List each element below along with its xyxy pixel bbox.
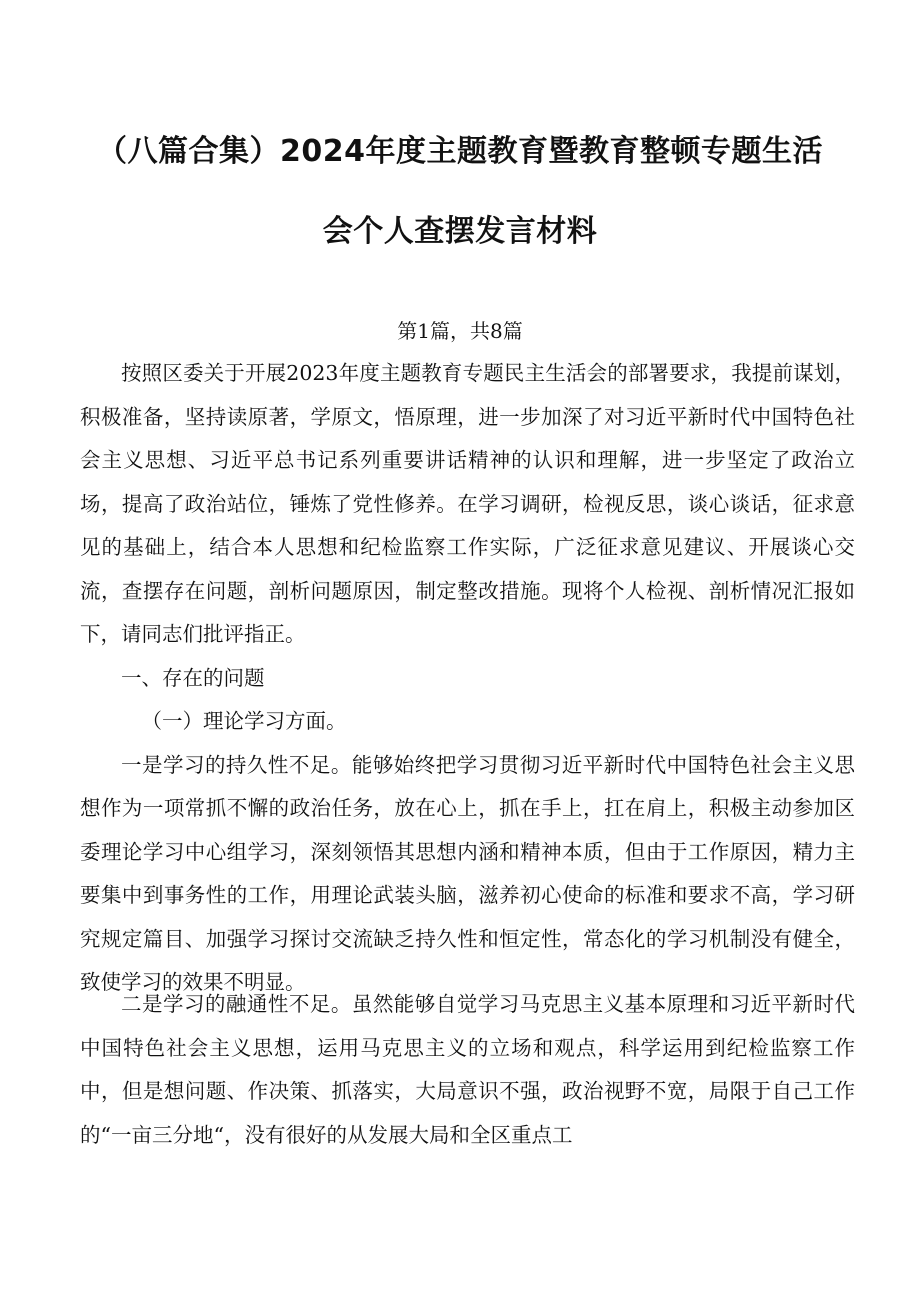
document-body-upper	[80, 352, 855, 1005]
document-title-line-1: （八篇合集）2024年度主题教育暨教育整顿专题生活	[97, 134, 823, 169]
section-heading-problems: 一、存在的问题	[121, 665, 265, 690]
paragraph-persistence: 一是学习的持久性不足。能够始终把学习贯彻习近平新时代中国特色社会主义思想作为一项常抓不懈的政治任务，放在心上，抓在手上，扛在肩上，积极主动参加区委理论学习中心组学习，深刻领悟其思想内涵和精神本质，但由于工作原因，精力主要集中到事务性的工作，用理论武装头脑，滋养初心使命的标准和要求不高，学习研究规定篇目、加强学习探讨交流缺乏持久性和恒定性，常态化的学习机制没有健全，致使学习的效果不明显。	[80, 752, 855, 994]
document-title-line-2: 会个人查摆发言材料	[322, 214, 598, 249]
intro-paragraph: 按照区委关于开展2023年度主题教育专题民主生活会的部署要求，我提前谋划，积极准备，坚持读原著，学原文，悟原理，进一步加深了对习近平新时代中国特色社会主义思想、习近平总书记系列重要讲话精神的认识和理解，进一步坚定了政治立场，提高了政治站位，锤炼了党性修养。在学习调研，检视反思，谈心谈话，征求意见的基础上，结合本人思想和纪检监察工作实际，广泛征求意见建议、开展谈心交流，查摆存在问题，剖析问题原因，制定整改措施。现将个人检视、剖析情况汇报如下，请同志们批评指正。	[80, 361, 855, 646]
document-body-lower	[80, 983, 855, 1157]
subsection-heading-theory-study: （一）理论学习方面。	[141, 709, 347, 733]
section-count: 第1篇，共8篇	[397, 319, 523, 343]
paragraph-integration: 二是学习的融通性不足。虽然能够自觉学习马克思主义基本原理和习近平新时代中国特色社会主义思想，运用马克思主义的立场和观点，科学运用到纪检监察工作中，但是想问题、作决策、抓落实，大局意识不强，政治视野不宽，局限于自己工作的“一亩三分地“，没有很好的从发展大局和全区重点工	[80, 992, 855, 1147]
